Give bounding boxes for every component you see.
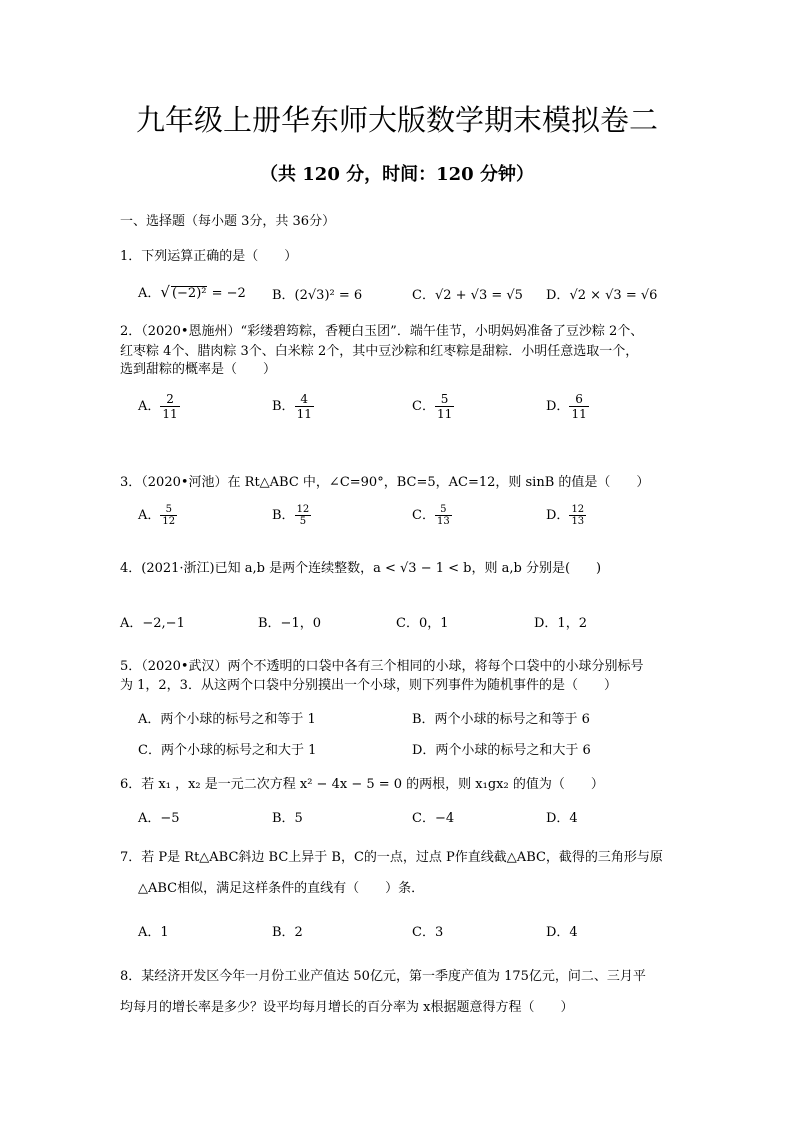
question-7-line-1: 7．若 P是 Rt△ABC斜边 BC上异于 B，C的一点，过点 P作直线截△ABC，截得的三角形与原 <box>120 850 663 865</box>
question-5-line-2: 为 1，2，3．从这两个口袋中分别摸出一个小球，则下列事件为随机事件的是（ ） <box>120 678 617 693</box>
section-heading: 一、选择题（每小题 3分，共 36分） <box>120 214 336 229</box>
question-5-option-a: A．两个小球的标号之和等于 1 <box>138 712 316 727</box>
question-2-option-a: A． $\frac{2}{11}$ <box>138 392 178 421</box>
question-1-stem: 1．下列运算正确的是（ ） <box>120 249 298 264</box>
question-8-line-1: 8．某经济开发区今年一月份工业产值达 50亿元，第一季度产值为 175亿元，问二、三月平 <box>120 969 646 984</box>
question-1-option-d: D．√2 × √3 = √6 <box>546 288 658 303</box>
question-2-line-2: 红枣粽 4个、腊肉粽 3个、白米粽 2个，其中豆沙粽和红枣粽是甜粽．小明任意选取一个， <box>120 344 639 359</box>
page-subtitle: （共 120 分，时间：120 分钟） <box>260 164 534 185</box>
question-7-option-c: C．3 <box>412 925 444 940</box>
question-7-option-a: A．1 <box>138 925 169 940</box>
question-3-stem: 3．（2020•河池）在 Rt△ABC 中，∠C=90°，BC=5，AC=12，则 sinB 的值是（ ） <box>120 475 650 490</box>
question-6-stem: 6．若 x₁ ，x₂ 是一元二次方程 x² − 4x − 5 = 0 的两根，则 x₁gx₂ 的值为（ ） <box>120 777 604 792</box>
question-6-option-d: D．4 <box>546 811 578 826</box>
question-4-option-b: B．−1，0 <box>258 616 321 631</box>
question-2-line-3: 选到甜粽的概率是（ ） <box>120 362 277 377</box>
question-3-option-b: B． $\frac{12}{5}$ <box>272 504 310 527</box>
question-4-option-c: C．0，1 <box>396 616 449 631</box>
question-5-line-1: 5．（2020•武汉）两个不透明的口袋中各有三个相同的小球，将每个口袋中的小球分别标号 <box>120 659 644 674</box>
question-5-option-d: D．两个小球的标号之和大于 6 <box>412 743 591 758</box>
question-5-option-b: B．两个小球的标号之和等于 6 <box>412 712 590 727</box>
question-5-option-c: C．两个小球的标号之和大于 1 <box>138 743 317 758</box>
question-4-option-a: A．−2,−1 <box>120 616 185 631</box>
question-2-option-c: C． $\frac{5}{11}$ <box>412 392 453 421</box>
question-2-line-1: 2．（2020•恩施州）“彩缕碧筠粽，香粳白玉团”．端午佳节，小明妈妈准备了豆沙粽 2个、 <box>120 324 644 339</box>
question-2-option-b: B． $\frac{4}{11}$ <box>272 392 312 421</box>
question-1-option-a: A．√ (−2)² = −2 <box>138 283 246 301</box>
question-1-option-c: C．√2 + √3 = √5 <box>412 288 523 303</box>
question-3-option-c: C． $\frac{5}{13}$ <box>412 504 450 527</box>
question-7-line-2: △ABC相似，满足这样条件的直线有（ ）条． <box>138 881 425 896</box>
question-7-option-d: D．4 <box>546 925 578 940</box>
question-3-option-d: D． $\frac{12}{13}$ <box>546 504 585 527</box>
question-6-option-c: C．−4 <box>412 811 455 826</box>
question-6-option-b: B．5 <box>272 811 303 826</box>
question-4-option-d: D．1，2 <box>534 616 587 631</box>
question-2-option-d: D． $\frac{6}{11}$ <box>546 392 587 421</box>
page-title: 九年级上册华东师大版数学期末模拟卷二 <box>135 103 658 137</box>
question-4-stem: 4．(2021·浙江)已知 a,b 是两个连续整数，a < √3 − 1 < b，则 a,b 分别是( ) <box>120 561 602 576</box>
question-6-option-a: A．−5 <box>138 811 180 826</box>
question-7-option-b: B．2 <box>272 925 303 940</box>
question-8-line-2: 均每月的增长率是多少？设平均每月增长的百分率为 x根据题意得方程（ ） <box>120 1000 574 1015</box>
question-1-option-b: B．(2√3)² = 6 <box>272 288 363 303</box>
question-3-option-a: A． $\frac{5}{12}$ <box>138 504 176 527</box>
